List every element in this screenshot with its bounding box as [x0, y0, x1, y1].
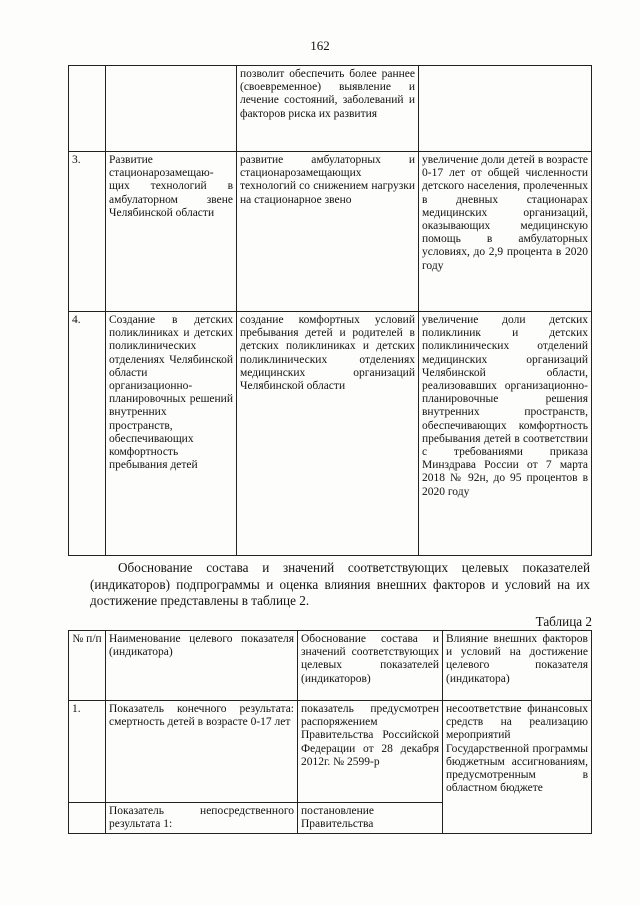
indicators-table: [68, 630, 592, 834]
measure-mechanism: позволит обеспечить более раннее (своевременное) выявление и лечение состояний, заболеваний и факторов риска их развития: [237, 66, 419, 152]
measures-table: [68, 65, 592, 556]
table-row: [69, 152, 592, 312]
row-number: 3.: [69, 152, 106, 312]
measure-result: увеличение доли детских поликлиник и детских поликлинических отделений медицинских организаций Челябинской области, реализовавших организационно-планировочные решения внутренних пространств, обеспечивающих комфортность пребывания детей в соответствии с требованиями приказа Минздрава России от 7 марта 2018 № 92н, до 95 процентов в 2020 году: [419, 312, 592, 556]
table-row: [69, 66, 592, 152]
measure-name: Создание в детских поликлиниках и детских поликлинических отделениях Челябинской области организационно-планировочных решений внутренних пространств, обеспечивающих комфортность пребывания детей: [106, 312, 237, 556]
table-caption: Таблица 2: [535, 614, 592, 629]
header-num: № п/п: [69, 631, 106, 701]
indicator-justification: постановление Правительства: [298, 803, 443, 834]
indicator-justification: показатель предусмотрен распоряжением Правительства Российской Федерации от 28 декабря 2012г. № 2599-р: [298, 701, 443, 803]
body-paragraph: [90, 560, 590, 610]
table-row: [69, 312, 592, 556]
indicator-influence: несоответствие финансовых средств на реализацию мероприятий Государственной программы бюджетным ассигнованиям, предусмотренным в областном бюджете: [443, 701, 592, 834]
page-number: 162: [310, 38, 330, 53]
header-influence: Влияние внешних факторов и условий на достижение целевого показателя (индикатора): [443, 631, 592, 701]
row-number: [69, 803, 106, 834]
indicator-name: Показатель конечного результата: смертность детей в возрасте 0-17 лет: [106, 701, 298, 803]
measure-mechanism: создание комфортных условий пребывания детей и родителей в детских поликлиниках и детских поликлинических отделениях медицинских организаций Челябинской области: [237, 312, 419, 556]
measure-result: увеличение доли детей в возрасте 0-17 лет от общей численности детского населения, пролеченных в дневных стационарах медицинских организаций, оказывающих медицинскую помощь в амбулаторных условиях, до 2,9 процента в 2020 году: [419, 152, 592, 312]
table-row: [69, 701, 592, 803]
header-name: Наименование целевого показателя (индикатора): [106, 631, 298, 701]
row-number: [69, 66, 106, 152]
row-number: 4.: [69, 312, 106, 556]
measure-mechanism: развитие амбулаторных и стационарозамещающих технологий со снижением нагрузки на стационарное звено: [237, 152, 419, 312]
measure-name: Развитие стационарозамещаю-щих технологий в амбулаторном звене Челябинской области: [106, 152, 237, 312]
measure-name: [106, 66, 237, 152]
measure-result: [419, 66, 592, 152]
table-header-row: [69, 631, 592, 701]
header-justification: Обоснование состава и значений соответствующих целевых показателей (индикаторов): [298, 631, 443, 701]
row-number: 1.: [69, 701, 106, 803]
indicator-name: Показатель непосредственного результата 1:: [106, 803, 298, 834]
paragraph-text: Обоснование состава и значений соответствующих целевых показателей (индикаторов) подпрограммы и оценка влияния внешних факторов и условий на их достижение представлены в таблице 2.: [90, 560, 590, 608]
